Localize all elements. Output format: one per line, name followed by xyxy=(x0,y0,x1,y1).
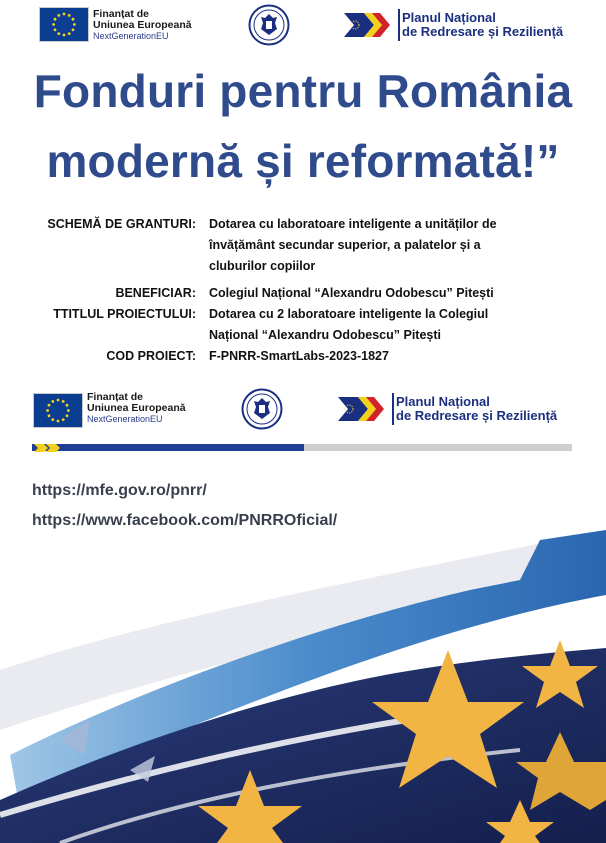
code-label: COD PROIECT: xyxy=(106,349,196,363)
eu-line-2: Uniunea Europeană xyxy=(87,402,186,414)
pnrr-line-1: Planul Național xyxy=(402,10,496,25)
divider-bar-blue xyxy=(32,444,304,451)
eu-flag-icon xyxy=(33,393,83,428)
mfe-link[interactable]: https://mfe.gov.ro/pnrr/ xyxy=(32,482,207,499)
eu-line-1: Finanțat de xyxy=(93,8,150,20)
scheme-value-3: cluburilor copiilor xyxy=(209,259,316,273)
divider-bar xyxy=(32,443,572,453)
government-seal-icon xyxy=(241,388,283,430)
pnrr-line-2: de Redresare și Reziliență xyxy=(402,24,564,39)
eu-funding-text xyxy=(93,9,213,42)
eu-line-3: NextGenerationEU xyxy=(87,414,163,424)
pnrr-line-1: Planul Național xyxy=(396,394,490,409)
divider-arrows-icon xyxy=(34,443,70,453)
eu-line-2: Uniunea Europeană xyxy=(93,19,192,31)
eu-funding-text xyxy=(87,392,207,425)
eu-flag-icon xyxy=(39,7,89,42)
pnrr-line-2: de Redresare și Reziliență xyxy=(396,408,558,423)
pnrr-arrows-icon xyxy=(338,397,390,421)
decorative-stars-artwork xyxy=(0,470,606,843)
code-value: F-PNRR-SmartLabs-2023-1827 xyxy=(209,349,389,363)
project-title-value-1: Dotarea cu 2 laboratoare inteligente la Colegiul xyxy=(209,307,489,321)
title-line-2: modernă și reformată!” xyxy=(46,135,560,187)
project-title-value-2: Național “Alexandru Odobescu” Pitești xyxy=(209,328,441,342)
project-title-label: TTITLUL PROIECTULUI: xyxy=(53,307,196,321)
logo-row-top xyxy=(0,0,606,55)
title-line-1: Fonduri pentru România xyxy=(33,65,573,117)
project-info xyxy=(0,214,606,364)
pnrr-text xyxy=(402,11,592,39)
logo-row-bottom xyxy=(0,388,606,438)
pnrr-divider xyxy=(392,393,394,425)
pnrr-arrows-icon xyxy=(344,13,396,37)
pnrr-divider xyxy=(398,9,400,41)
government-seal-icon xyxy=(248,4,290,46)
scheme-value-1: Dotarea cu laboratoare inteligente a unităților de xyxy=(209,217,497,231)
eu-line-3: NextGenerationEU xyxy=(93,31,169,41)
beneficiary-label: BENEFICIAR: xyxy=(115,286,196,300)
eu-line-1: Finanțat de xyxy=(87,391,144,403)
scheme-label: SCHEMĂ DE GRANTURI: xyxy=(47,217,196,231)
facebook-link[interactable]: https://www.facebook.com/PNRROficial/ xyxy=(32,512,338,529)
scheme-value-2: învățământ secundar superior, a palatelor și a xyxy=(209,238,481,252)
beneficiary-value: Colegiul Național “Alexandru Odobescu” Pitești xyxy=(209,286,494,300)
pnrr-text xyxy=(396,395,586,423)
